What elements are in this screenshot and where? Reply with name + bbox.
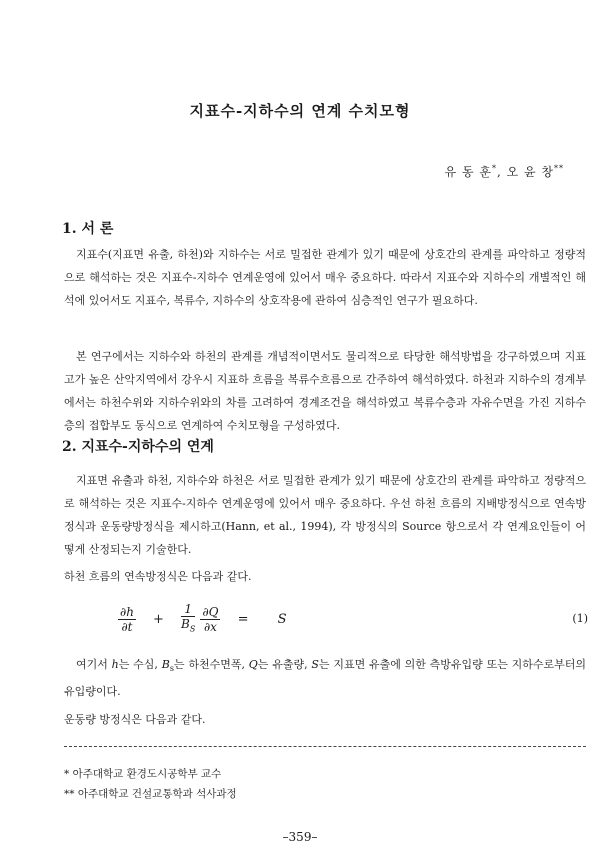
variable-symbol: S xyxy=(311,658,319,671)
fraction xyxy=(118,605,136,634)
equation-number: (1) xyxy=(572,612,588,625)
paper-title: 지표수-지하수의 연계 수치모형 xyxy=(189,102,411,120)
author-line xyxy=(445,163,564,180)
variable-symbol: h xyxy=(111,658,119,671)
variable-symbol: Q xyxy=(248,658,258,671)
footnote-separator xyxy=(64,746,586,747)
affiliation-mark: ** xyxy=(554,164,564,173)
rhs-symbol: S xyxy=(277,611,287,627)
fraction-denominator: ∂x xyxy=(203,619,217,634)
section-heading: 1. 서 론 xyxy=(62,221,114,237)
body-paragraph: 운동량 방정식은 다음과 같다. xyxy=(64,713,206,726)
body-paragraph: 본 연구에서는 지하수와 하천의 관계를 개념적이면서도 물리적으로 타당한 해석방법을 강구하였으며 지표고가 높은 산악지역에서 강우시 지표하 흐름을 복류수흐름으로 간주하여 해석하였다. 하천과 지하수의 경계부에서는 하천수위와 지하수위와의 차를 고려하여 경계조건을 해석하였고 복류수층과 자유수면을 가진 지하수층의 접합부도 동식으로 연계하여 수치모형을 구성하였다. xyxy=(64,350,586,432)
variable-symbol: B xyxy=(181,617,190,631)
page-number: –359– xyxy=(282,830,318,844)
author-name: 오 윤 창 xyxy=(506,165,554,179)
affiliation-mark: * xyxy=(491,164,497,173)
variable-symbol: B xyxy=(161,658,170,671)
body-paragraph: 지표수(지표면 유출, 하천)와 지하수는 서로 밀접한 관계가 있기 때문에 상호간의 관계를 파악하고 정량적으로 해석하는 것은 지표수-지하수 연계운영에 있어서 매우 중요하다. 따라서 지표수와 지하수의 개별적인 해석에 있어서도 지표수, 복류수, 지하수의 상호작용에 관하여 심층적인 연구가 필요하다. xyxy=(64,248,586,307)
footnote: * 아주대학교 환경도시공학부 교수 xyxy=(64,768,222,780)
fraction-numerator: ∂h xyxy=(120,604,134,619)
fraction-denominator: ∂t xyxy=(121,619,133,634)
fraction xyxy=(181,602,195,636)
variable-definition xyxy=(64,653,586,703)
fraction-numerator: 1 xyxy=(181,602,195,617)
definition-text: 는 유출량, xyxy=(257,658,312,671)
footnote: ** 아주대학교 건설교통학과 석사과정 xyxy=(64,788,237,800)
definition-text: 는 하천수면폭, xyxy=(173,658,249,671)
body-paragraph: 하천 흐름의 연속방정식은 다음과 같다. xyxy=(64,570,252,583)
author-name: 유 동 훈 xyxy=(444,165,492,179)
plus-operator: + xyxy=(153,611,164,627)
subscript: s xyxy=(169,664,174,674)
section-heading: 2. 지표수-지하수의 연계 xyxy=(62,439,214,455)
body-paragraph: 지표면 유출과 하천, 지하수와 하천은 서로 밀접한 관계가 있기 때문에 상호간의 관계를 파악하고 정량적으로 해석하는 것은 지표수-지하수 연계운영에 있어서 매우 중요하다. 우선 하천 흐름의 지배방정식으로 연속방정식과 운동량방정식을 제시하고(Hann, et al., 1994), 각 방정식의 Source 항으로서 각 연계요인들이 어떻게 산정되는지 기술한다. xyxy=(64,474,586,556)
fraction xyxy=(200,605,220,634)
author-separator: , xyxy=(496,165,507,179)
subscript: S xyxy=(189,624,196,634)
fraction-denominator xyxy=(181,617,195,636)
definition-text: 는 지표면 유출에 의한 측방유입량 또는 지하수로부터의 유입량이다. xyxy=(64,658,587,699)
definition-text: 여기서 xyxy=(76,658,112,671)
definition-text: 는 수심, xyxy=(118,658,162,671)
fraction-numerator: ∂Q xyxy=(202,604,219,619)
continuity-equation xyxy=(118,602,588,638)
equals-operator: = xyxy=(237,611,249,627)
